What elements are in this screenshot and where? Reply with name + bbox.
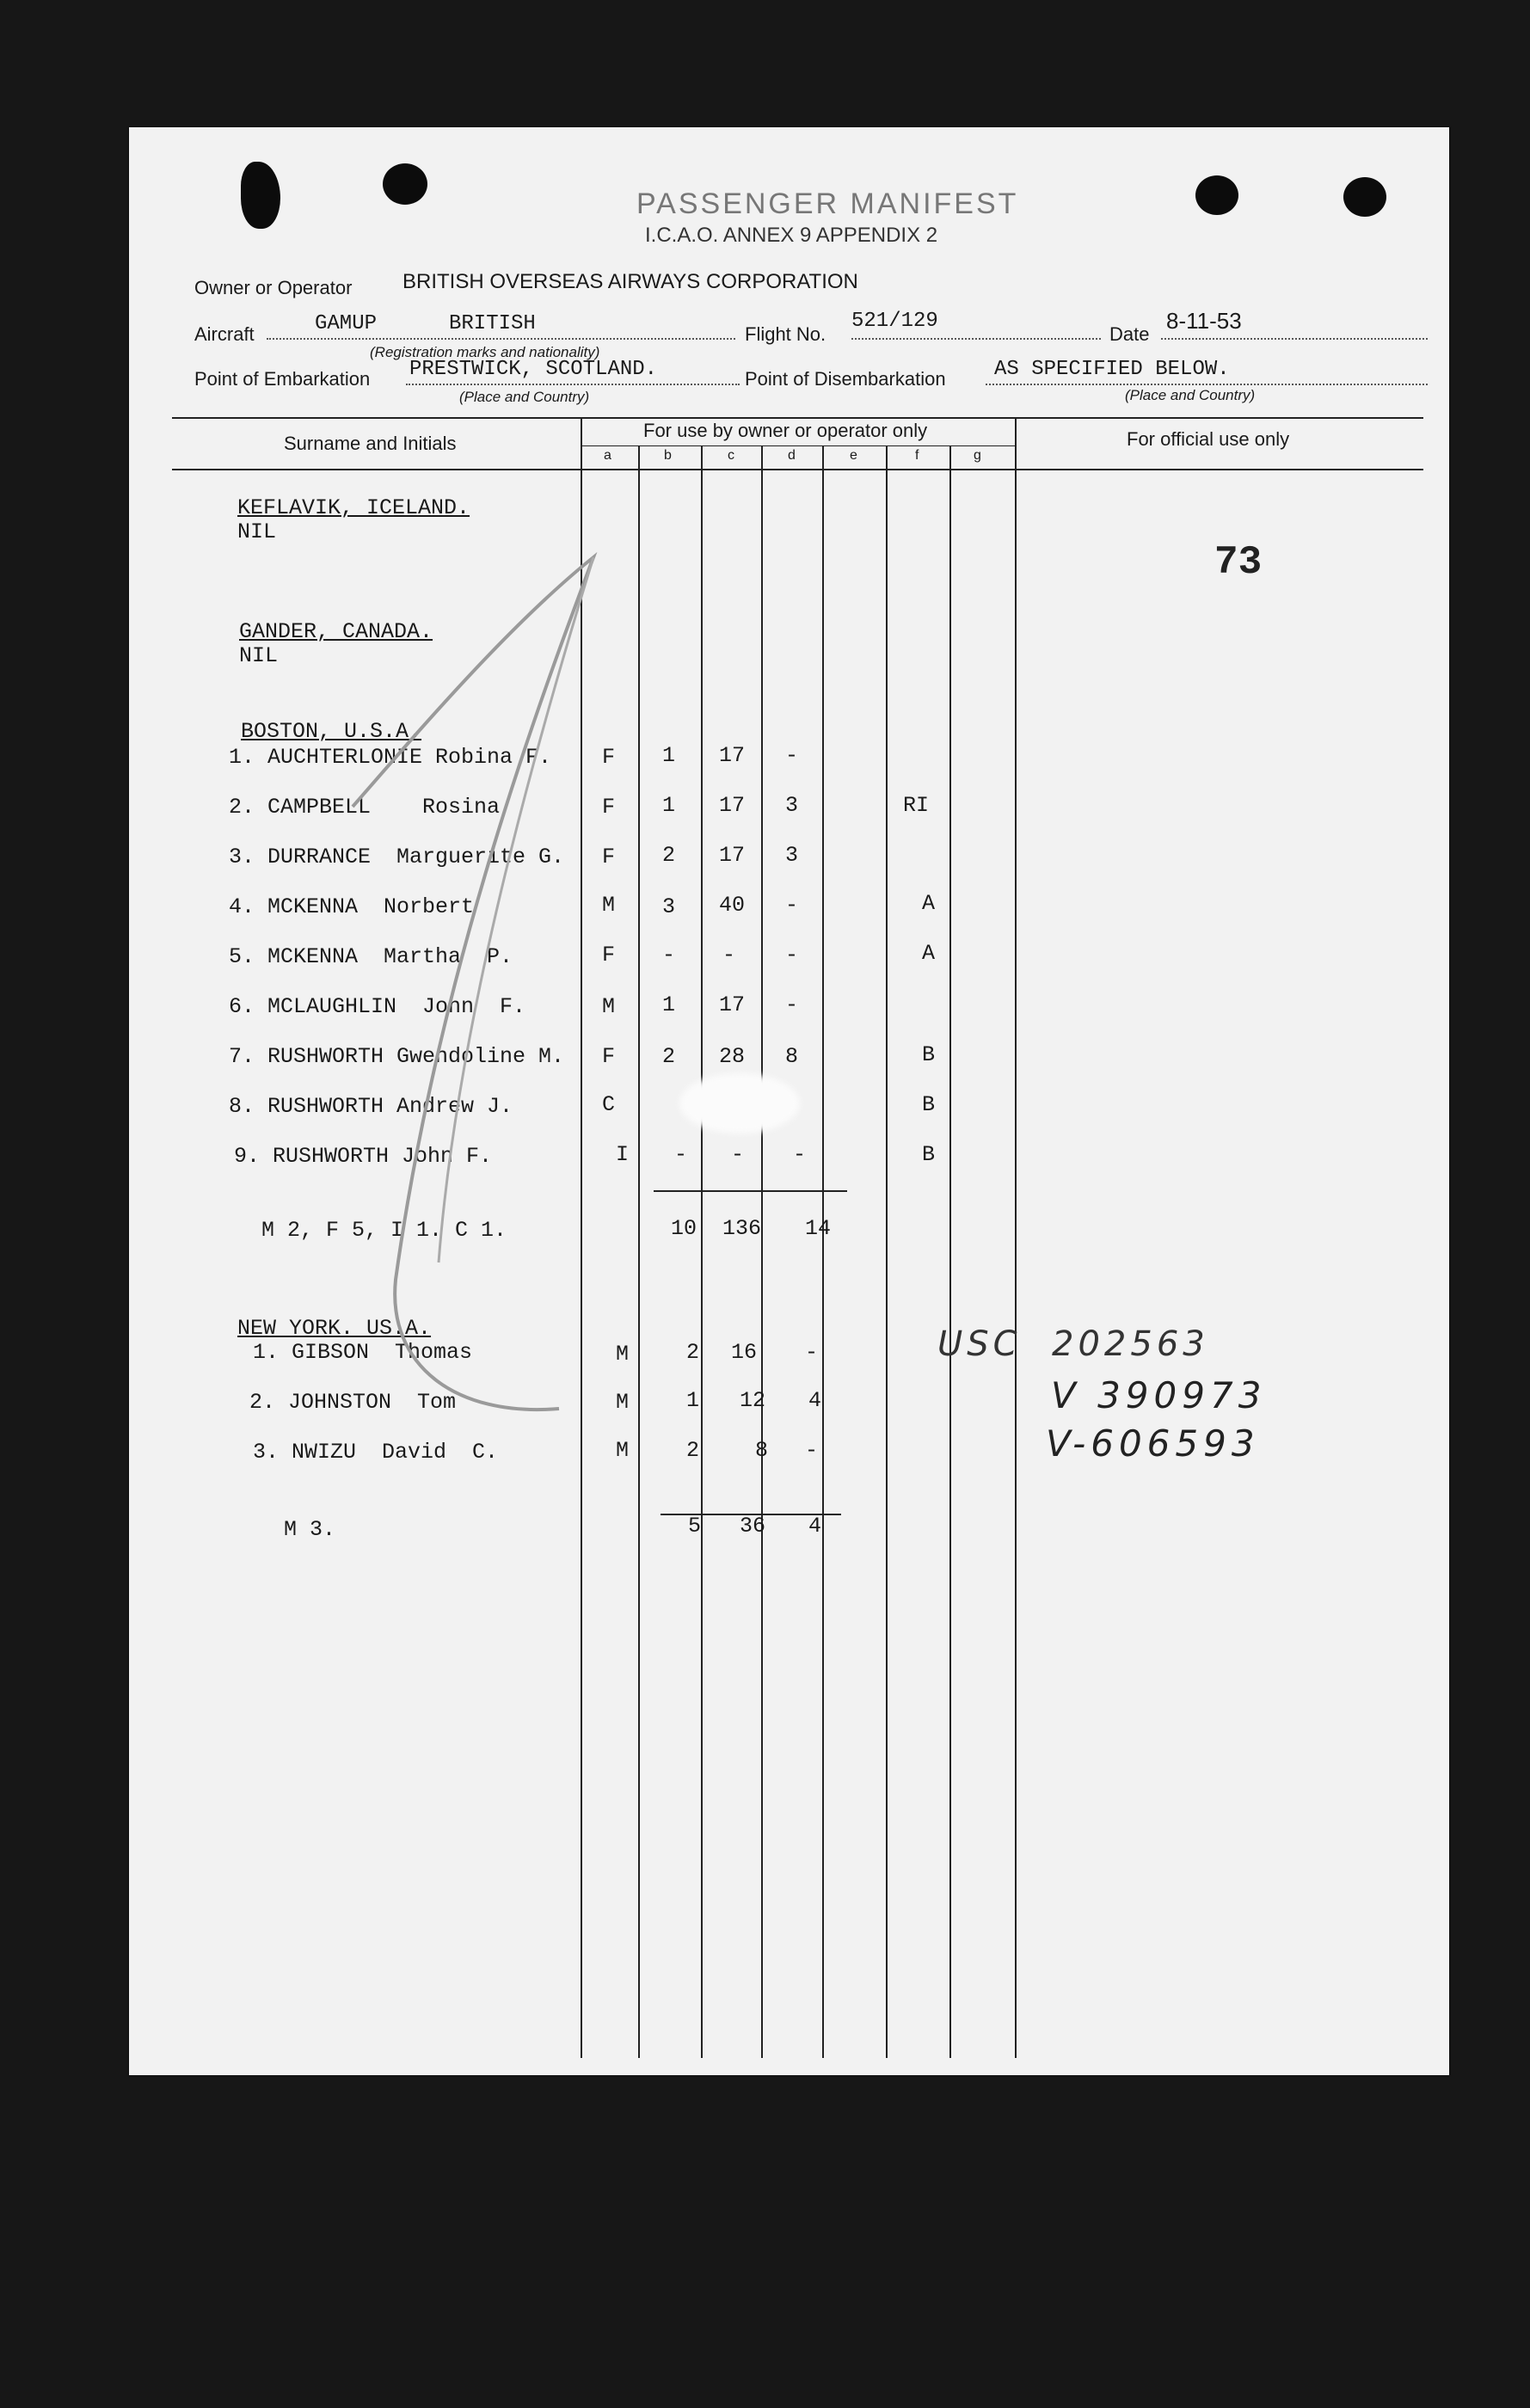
owner-value: BRITISH OVERSEAS AIRWAYS CORPORATION [402,270,858,293]
cell-c: 17 [719,793,746,818]
cell-c: 16 [731,1340,758,1365]
pencil-mark [284,523,645,1434]
embarkation-label: Point of Embarkation [194,368,371,390]
passenger-name: 4. MCKENNA Norbert [229,894,475,919]
punch-hole [1343,177,1386,217]
passenger-name: 1. AUCHTERLONIE Robina F. [229,745,552,770]
passenger-name: 7. RUSHWORTH Gwendoline M. [229,1044,565,1069]
cell-c: 12 [740,1388,766,1413]
cell-c: - [731,1142,745,1167]
cell-d: - [805,1438,819,1463]
official-use-header: For official use only [1127,428,1290,450]
cell-c: 17 [719,843,746,868]
flight-label: Flight No. [745,323,826,345]
cell-b: 1 [662,743,676,768]
passenger-name: 2. CAMPBELL Rosina [229,795,501,820]
manifest-subtitle: I.C.A.O. ANNEX 9 APPENDIX 2 [645,224,938,247]
cell-c: 8 [755,1438,769,1463]
cell-b: 3 [662,894,676,919]
cell-a: F [602,845,616,869]
cell-b: - [662,943,676,968]
cell-b: 2 [662,843,676,868]
boston-total-c: 136 [722,1216,762,1241]
torn-corner [241,162,280,229]
cell-a: I [616,1142,630,1167]
cell-b: 2 [686,1438,700,1463]
passenger-name: 3. NWIZU David C. [253,1440,499,1465]
cell-a: M [616,1390,630,1415]
cell-a: F [602,943,616,968]
cell-a: C [602,1092,616,1117]
passenger-name: 1. GIBSON Thomas [253,1340,473,1365]
cell-d: 3 [785,843,799,868]
cell-d: - [785,893,799,918]
cell-b: 1 [686,1388,700,1413]
cell-a: M [616,1438,630,1463]
owner-use-header: For use by owner or operator only [643,420,928,441]
aircraft-sublabel: (Registration marks and nationality) [370,344,600,360]
cell-a: F [602,745,616,770]
passenger-name: 9. RUSHWORTH John F. [234,1144,493,1169]
cell-f: A [922,891,936,916]
cell-c: 17 [719,992,746,1017]
embarkation-sublabel: (Place and Country) [459,389,590,405]
cell-b: 2 [662,1044,676,1069]
cell-d: 8 [785,1044,799,1069]
sub-col-g: g [974,448,981,463]
section-keflavik-title: KEFLAVIK, ICELAND. [237,495,470,520]
handwritten-note: V 390973 [1051,1374,1267,1416]
manifest-sheet [129,127,1449,2075]
manifest-title: PASSENGER MANIFEST [636,187,1019,220]
passenger-name: 8. RUSHWORTH Andrew J. [229,1094,513,1119]
cell-b: 1 [662,793,676,818]
cell-d: - [793,1142,807,1167]
section-keflavik-note: NIL [237,519,277,544]
cell-c: 17 [719,743,746,768]
owner-label: Owner or Operator [194,277,353,298]
date-label: Date [1109,323,1150,345]
cell-d: - [805,1340,819,1365]
cell-c: 28 [719,1044,746,1069]
passenger-name: 5. MCKENNA Martha P. [229,944,513,969]
punch-hole [383,163,427,205]
disembarkation-label: Point of Disembarkation [745,368,946,390]
cell-d: - [785,943,799,968]
sub-col-d: d [788,448,796,463]
cell-b: 2 [686,1340,700,1365]
sub-col-a: a [604,448,611,463]
boston-summary: M 2, F 5, I 1. C 1. [261,1218,507,1243]
disembarkation-sublabel: (Place and Country) [1125,387,1256,403]
cell-d: - [785,743,799,768]
passenger-name: 2. JOHNSTON Tom [249,1390,457,1415]
sub-col-f: f [915,448,919,463]
cell-a: F [602,1044,616,1069]
handwritten-note: V-606593 [1046,1422,1260,1465]
cell-f: RI [903,793,930,818]
cell-b: - [674,1142,688,1167]
punch-hole [1195,175,1238,215]
aircraft-reg: GAMUP [315,312,378,335]
section-newyork-title: NEW YORK. US.A. [237,1316,432,1341]
cell-a: M [602,994,616,1019]
passenger-name: 6. MCLAUGHLIN John F. [229,994,526,1019]
handwritten-note: USC 202563 [937,1324,1209,1364]
cell-a: F [602,795,616,820]
newyork-total-d: 4 [808,1514,822,1539]
aircraft-label: Aircraft [194,323,255,345]
passenger-name: 3. DURRANCE Marguerite G. [229,845,565,869]
embarkation-value: PRESTWICK, SCOTLAND. [409,358,658,381]
sub-col-e: e [850,448,857,463]
disembarkation-value: AS SPECIFIED BELOW. [994,358,1230,381]
newyork-total-c: 36 [740,1514,766,1539]
smudge [679,1073,800,1133]
newyork-summary: M 3. [284,1517,336,1542]
cell-a: M [602,893,616,918]
cell-d: - [785,992,799,1017]
sub-col-b: b [664,448,672,463]
cell-f: B [922,1142,936,1167]
section-boston-title: BOSTON, U.S.A. [241,719,422,744]
section-gander-title: GANDER, CANADA. [239,619,433,644]
boston-total-d: 14 [805,1216,832,1241]
cell-d: 3 [785,793,799,818]
boston-total-b: 10 [671,1216,697,1241]
cell-f: A [922,941,936,966]
aircraft-nationality: BRITISH [449,312,536,335]
date-value: 8-11-53 [1166,308,1242,334]
cell-b: 1 [662,992,676,1017]
cell-d: 4 [808,1388,822,1413]
sub-col-c: c [728,448,734,463]
cell-c: - [722,943,736,968]
newyork-total-b: 5 [688,1514,702,1539]
section-gander-note: NIL [239,643,279,668]
cell-f: B [922,1092,936,1117]
flight-value: 521/129 [851,310,938,333]
cell-c: 40 [719,893,746,918]
surname-column-header: Surname and Initials [284,433,457,454]
official-stamp-number: 73 [1214,540,1263,585]
cell-f: B [922,1042,936,1067]
cell-a: M [616,1342,630,1367]
